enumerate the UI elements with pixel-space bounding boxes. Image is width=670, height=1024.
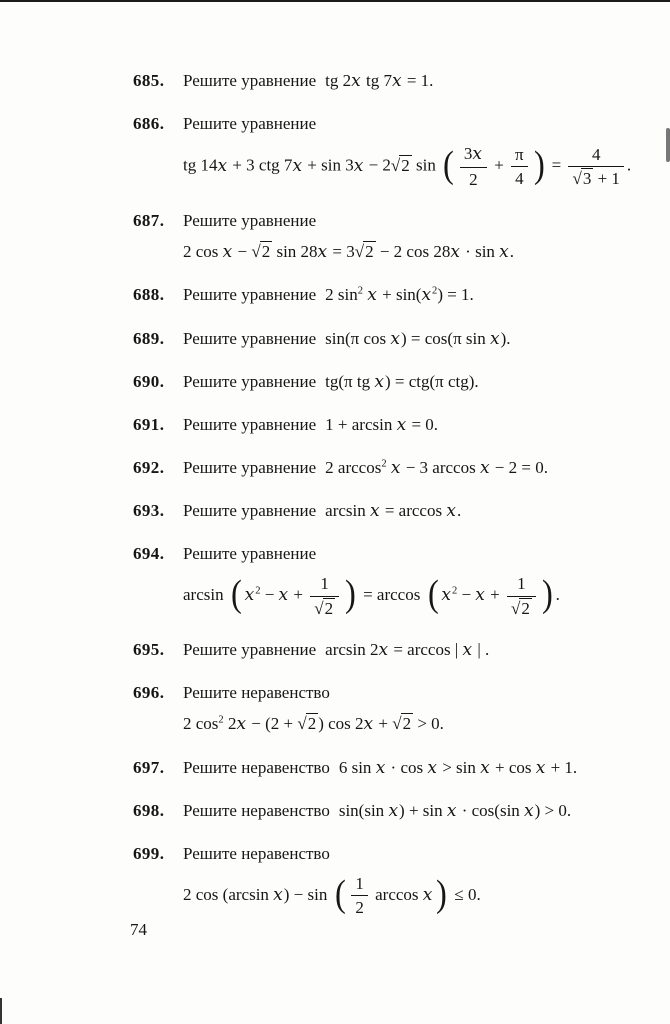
problem-formula: tg 14x + 3 ctg 7x + sin 3x − 2√ 2 sin ( $\frac{3x}{2}$ + $\frac{\pi}{4}$ ) = $\frac{4}{√ 3 + 1}$ . xyxy=(183,143,632,189)
problem-number: 695. xyxy=(133,640,165,660)
math-superscript: 2 xyxy=(432,285,438,297)
math-superscript: 2 xyxy=(451,585,458,597)
problem-formula: 2 $\sin^2 x + \sin(x^2) = 1$. xyxy=(325,285,474,306)
problem-number: 686. xyxy=(133,114,165,134)
radical-symbol: √ xyxy=(510,598,520,618)
problem-number: 689. xyxy=(133,328,165,348)
scan-edge-artifact-top xyxy=(0,0,670,2)
math-variable: x xyxy=(535,757,546,778)
problem-label: Решите уравнение xyxy=(183,414,317,434)
math-variable: x xyxy=(499,242,509,263)
problem-number: 687. xyxy=(133,211,165,231)
problem-694 xyxy=(133,543,644,618)
fraction-numerator: π xyxy=(511,145,528,168)
math-big-paren: ) xyxy=(436,872,448,915)
problem-body xyxy=(183,757,644,779)
math-fraction xyxy=(507,574,536,618)
math-variable: x xyxy=(490,328,500,349)
math-variable: x xyxy=(388,800,399,821)
problem-body xyxy=(183,284,644,306)
math-variable: x xyxy=(353,155,364,176)
problem-body xyxy=(183,457,644,479)
radical-symbol: √ xyxy=(572,169,581,189)
math-variable: x xyxy=(524,800,534,821)
math-fraction xyxy=(568,145,623,189)
math-variable: x xyxy=(480,757,490,778)
problem-698 xyxy=(133,800,644,822)
problem-695 xyxy=(133,639,644,661)
problem-body xyxy=(183,682,644,735)
problem-formula: 6 sin x · cos x > sin x + cos x + 1. xyxy=(338,757,578,778)
math-variable: x xyxy=(446,500,456,521)
problem-label: Решите уравнение xyxy=(183,211,317,231)
math-variable: x xyxy=(217,155,228,176)
problem-label: Решите уравнение xyxy=(183,285,317,305)
math-big-paren: ) xyxy=(541,573,553,616)
problem-formula: 2 $\arccos^2 x - 3$ arccos x − 2 = 0. xyxy=(325,457,548,478)
fraction-denominator: √ 3 + 1 xyxy=(572,169,620,189)
radical-symbol: √ xyxy=(354,242,364,262)
problem-label: Решите уравнение xyxy=(183,71,317,90)
problem-number: 688. xyxy=(133,285,165,305)
radical-argument: 2 xyxy=(402,714,412,734)
problem-label: Решите уравнение xyxy=(183,640,317,660)
problem-formula: arcsin 2x = arccos | x | . xyxy=(325,640,490,661)
fraction-denominator: 4 xyxy=(515,169,524,189)
problem-body xyxy=(183,639,644,661)
math-variable: x xyxy=(479,457,490,478)
math-variable: x xyxy=(472,144,482,165)
problem-690 xyxy=(133,371,644,393)
problem-list xyxy=(133,70,644,939)
problem-label: Решите неравенство xyxy=(183,683,330,703)
math-radical xyxy=(251,241,272,263)
problem-number: 690. xyxy=(133,371,165,391)
fraction-numerator: 1 xyxy=(507,574,536,597)
math-superscript: 2 xyxy=(255,585,261,597)
math-variable: x xyxy=(222,242,233,263)
radical-argument: 2 xyxy=(521,598,530,618)
problem-687 xyxy=(133,210,644,263)
problem-number: 699. xyxy=(133,843,165,863)
problem-formula: tg(π tg x) = ctg(π ctg). xyxy=(325,371,479,392)
fraction-numerator: 1 xyxy=(351,874,368,897)
problem-number: 691. xyxy=(133,414,165,434)
problem-number: 692. xyxy=(133,457,165,477)
problem-685 xyxy=(133,70,644,92)
problem-691 xyxy=(133,414,644,436)
radical-argument: 2 xyxy=(365,242,374,262)
math-big-paren: ) xyxy=(345,573,356,616)
problem-label: Решите неравенство xyxy=(183,843,330,863)
math-variable: x xyxy=(421,285,432,306)
problem-formula: 2 cos x − √ 2 sin 28x = 3√ 2 − 2 cos 28x · sin x. xyxy=(183,242,515,263)
fraction-denominator: 2 xyxy=(469,169,478,189)
math-variable: x xyxy=(292,155,303,176)
math-variable: x xyxy=(351,71,361,91)
problem-body xyxy=(183,210,644,263)
fraction-denominator xyxy=(507,597,536,619)
math-big-paren: ( xyxy=(334,872,346,915)
problem-formula: 2 cos (arcsin x) − sin ( $\frac{1}{2}$ arccos x ) ≤ 0. xyxy=(183,872,481,918)
math-variable: x xyxy=(390,328,400,349)
math-variable: x xyxy=(450,242,460,263)
math-variable: x xyxy=(278,585,289,606)
math-variable: x xyxy=(244,585,255,606)
radical-symbol: √ xyxy=(297,714,306,734)
math-variable: x xyxy=(375,757,386,778)
math-big-paren: ( xyxy=(230,573,242,616)
problem-label: Решите неравенство xyxy=(183,757,330,777)
math-radical xyxy=(297,713,318,735)
problem-label: Решите уравнение xyxy=(183,114,317,134)
problem-number: 698. xyxy=(133,800,165,820)
scan-edge-artifact-right xyxy=(666,128,670,162)
math-fraction xyxy=(511,145,528,189)
math-fraction xyxy=(351,874,368,918)
problem-body xyxy=(183,800,644,822)
math-variable: x xyxy=(273,884,283,905)
fraction-numerator: 1 xyxy=(310,574,339,597)
problem-number: 685. xyxy=(133,71,165,90)
math-variable: x xyxy=(446,800,457,821)
math-variable: x xyxy=(422,884,433,905)
problem-label: Решите уравнение xyxy=(183,457,317,477)
math-radical xyxy=(511,599,532,619)
math-big-paren: ) xyxy=(533,143,545,186)
problem-label: Решите уравнение xyxy=(183,544,317,564)
problem-formula: tg 2x tg 7x = 1. xyxy=(325,71,434,91)
problem-formula: 2 $\cos^2 2x - (2$ + √ 2 ) cos 2x + √ 2 > 0. xyxy=(183,714,444,735)
problem-688 xyxy=(133,284,644,306)
problem-label: Решите уравнение xyxy=(183,500,317,520)
math-variable: x xyxy=(396,414,407,435)
problem-formula: sin(sin x) + sin x · cos(sin x) > 0. xyxy=(338,800,572,821)
problem-formula: arcsin ( $x^2 - x$ + $\frac{1}{√ 2}$ ) = arccos ( $x^2 - x$ + $\frac{1}{√ 2}$ ) . xyxy=(183,573,560,618)
radical-argument: 2 xyxy=(307,714,317,734)
math-big-paren: ( xyxy=(427,573,439,616)
radical-argument: 3 xyxy=(582,169,592,189)
problem-body xyxy=(183,371,644,393)
problem-body xyxy=(183,500,644,522)
problem-body xyxy=(183,113,644,189)
math-variable: x xyxy=(236,714,247,735)
math-superscript: 2 xyxy=(357,285,364,297)
fraction-numerator: 4 xyxy=(568,145,623,168)
radical-symbol: √ xyxy=(392,714,401,734)
math-radical xyxy=(572,169,593,189)
problem-body xyxy=(183,328,644,350)
fraction-denominator xyxy=(310,597,339,619)
problem-formula: sin(π cos x) = cos(π sin x). xyxy=(325,328,511,349)
math-radical xyxy=(355,241,376,263)
math-variable: x xyxy=(441,585,451,606)
math-variable: x xyxy=(363,714,374,735)
radical-argument: 2 xyxy=(261,242,271,262)
problem-699 xyxy=(133,843,644,918)
math-variable: x xyxy=(374,371,384,392)
problem-body xyxy=(183,414,644,436)
radical-symbol: √ xyxy=(251,242,260,262)
problem-label: Решите уравнение xyxy=(183,371,317,391)
problem-686 xyxy=(133,113,644,189)
math-variable: x xyxy=(475,585,485,606)
problem-number: 696. xyxy=(133,683,165,703)
math-radical xyxy=(391,155,412,177)
math-variable: x xyxy=(462,640,473,661)
math-fraction xyxy=(310,574,339,618)
problem-body xyxy=(183,543,644,618)
radical-argument: 2 xyxy=(401,155,410,175)
problem-number: 697. xyxy=(133,757,165,777)
problem-689 xyxy=(133,328,644,350)
problem-696 xyxy=(133,682,644,735)
math-variable: x xyxy=(367,285,377,306)
scan-edge-artifact-left xyxy=(0,998,2,1024)
problem-formula: arcsin x = arccos x. xyxy=(325,500,462,521)
math-radical xyxy=(392,713,413,735)
problem-label: Решите уравнение xyxy=(183,328,317,348)
problem-number: 694. xyxy=(133,544,165,564)
problem-692 xyxy=(133,457,644,479)
math-variable: x xyxy=(317,242,328,263)
problem-697 xyxy=(133,757,644,779)
problem-body xyxy=(183,70,644,92)
problem-formula: 1 + arcsin x = 0. xyxy=(325,414,439,435)
math-variable: x xyxy=(378,640,389,661)
math-big-paren: ( xyxy=(443,143,454,186)
math-variable: x xyxy=(390,457,401,478)
math-fraction xyxy=(460,144,487,189)
problem-number: 693. xyxy=(133,500,165,520)
math-superscript: 2 xyxy=(381,458,387,470)
math-variable: x xyxy=(427,757,437,778)
fraction-numerator: 3x xyxy=(460,144,487,168)
math-radical xyxy=(314,599,335,619)
radical-argument: 2 xyxy=(324,598,334,618)
math-superscript: 2 xyxy=(218,714,224,726)
radical-symbol: √ xyxy=(314,598,323,618)
math-variable: x xyxy=(391,71,402,91)
math-variable: x xyxy=(370,500,380,521)
problem-body xyxy=(183,843,644,918)
fraction-denominator: 2 xyxy=(355,898,364,918)
page-number: 74 xyxy=(130,920,147,939)
problem-693 xyxy=(133,500,644,522)
radical-symbol: √ xyxy=(390,155,400,175)
problem-label: Решите неравенство xyxy=(183,800,330,820)
